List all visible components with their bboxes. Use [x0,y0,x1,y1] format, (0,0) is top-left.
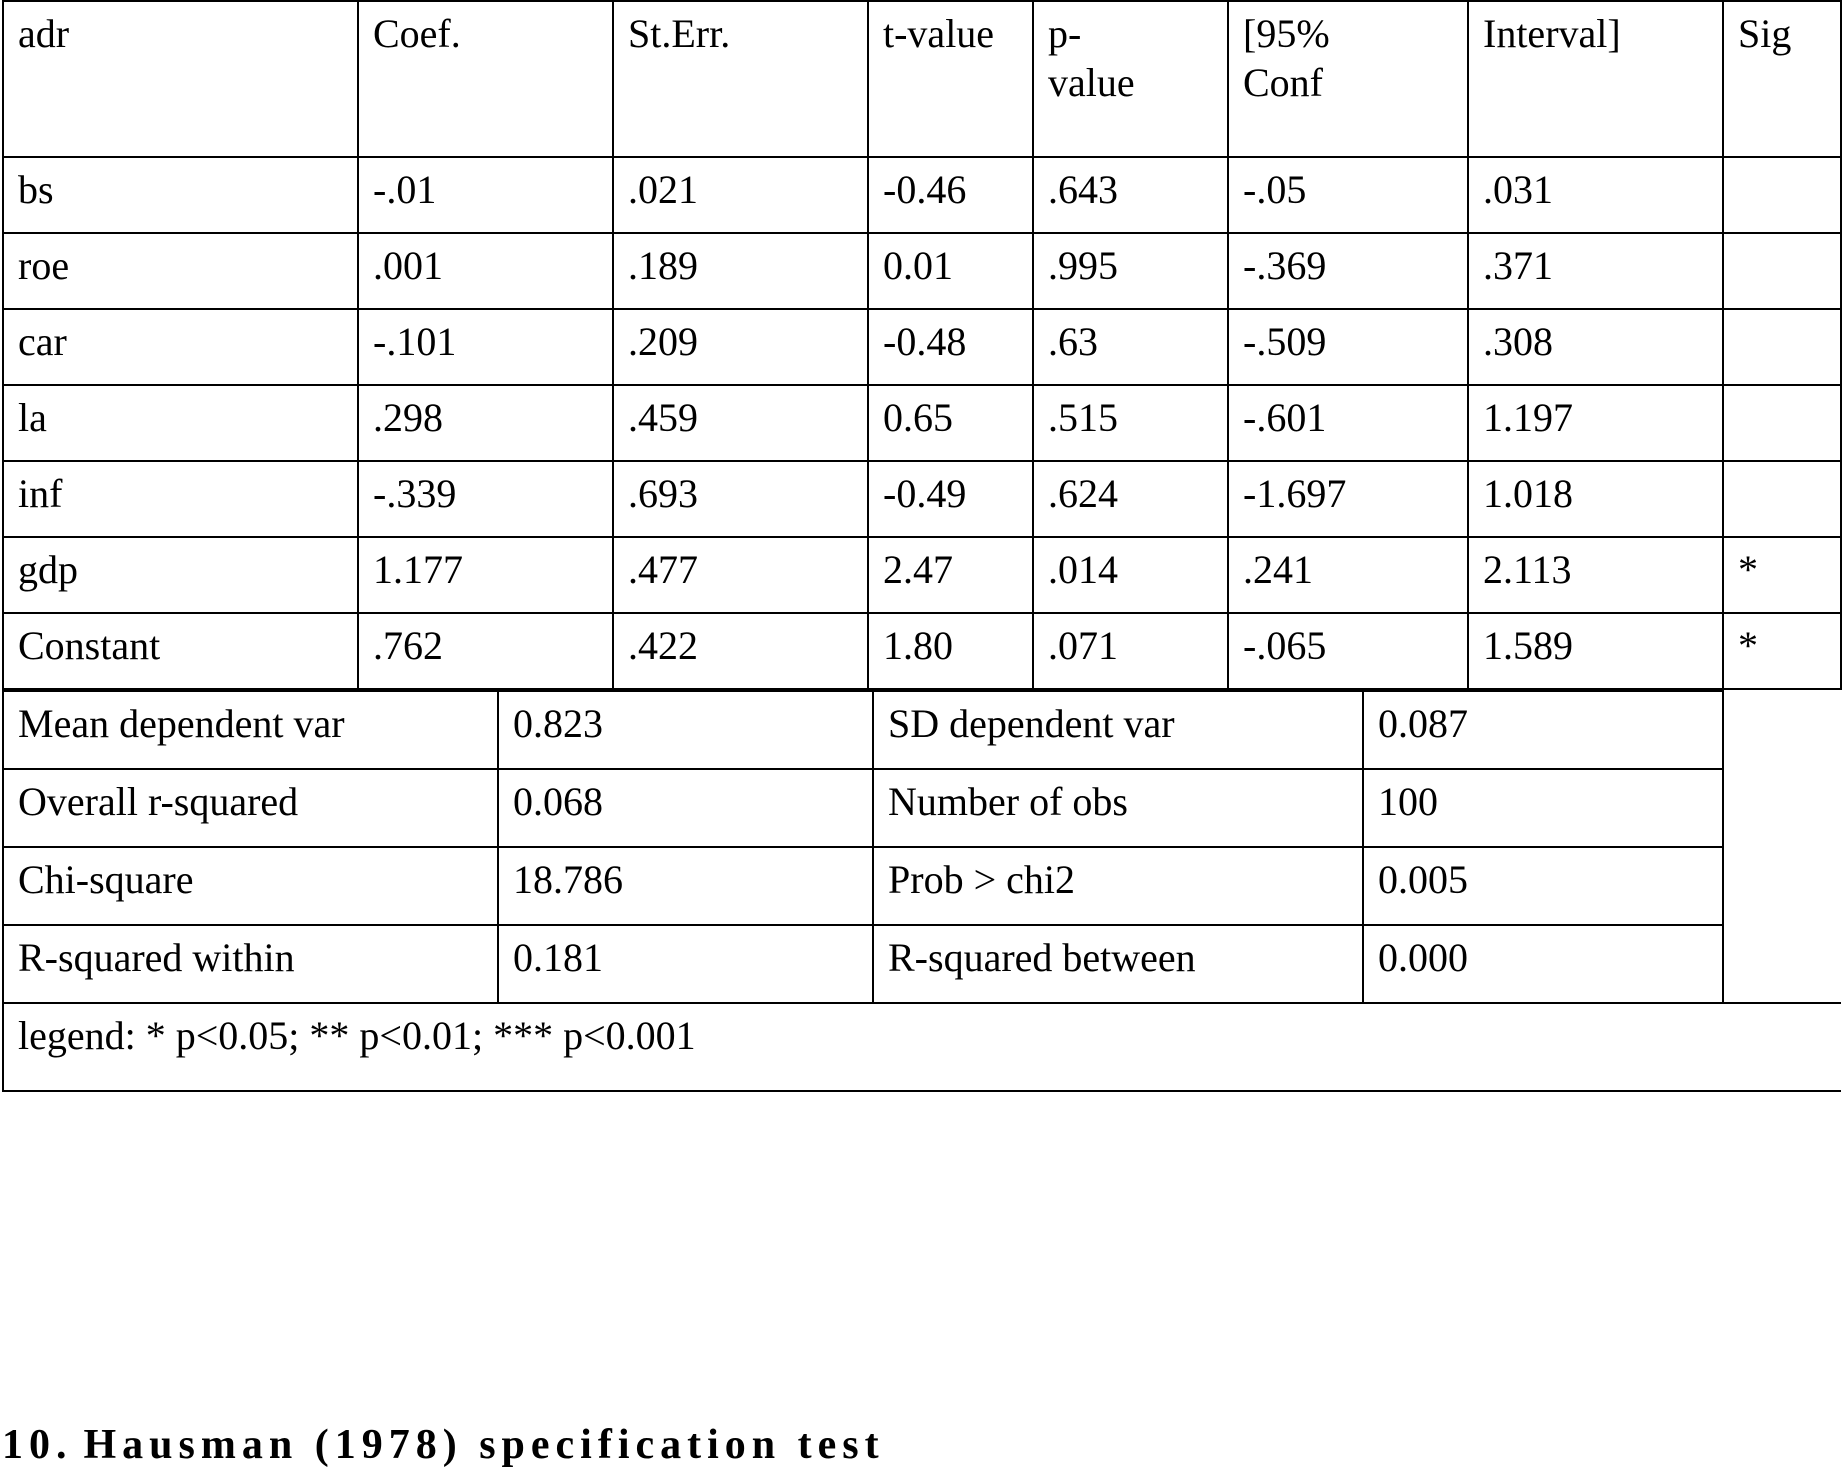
cell-pvalue: .624 [1033,461,1228,537]
summary-value-left: 0.181 [498,925,873,1003]
legend-row [3,1003,1841,1091]
cell-sig [1723,461,1841,537]
cell-conf-low: .241 [1228,537,1468,613]
column-header-tvalue-label: t-value [883,11,995,56]
cell-sterr: .189 [613,233,868,309]
table-row [3,537,1841,613]
summary-value-right: 0.005 [1363,847,1723,925]
cell-variable: bs [3,157,358,233]
cell-conf-high: 1.589 [1468,613,1723,689]
cell-sterr: .422 [613,613,868,689]
cell-sterr: .693 [613,461,868,537]
table-header-row [3,1,1841,157]
column-header-variable-label: adr [18,11,70,56]
cell-sterr: .459 [613,385,868,461]
cell-conf-high: 2.113 [1468,537,1723,613]
cell-sig: * [1723,537,1841,613]
summary-value-right: 0.087 [1363,691,1723,769]
table-row [3,461,1841,537]
cell-sig [1723,233,1841,309]
cell-tvalue: -0.48 [868,309,1033,385]
cell-tvalue: 0.65 [868,385,1033,461]
cell-conf-low: -.369 [1228,233,1468,309]
summary-value-right: 100 [1363,769,1723,847]
summary-label-right: R-squared between [873,925,1363,1003]
regression-results-table [2,0,1842,690]
column-header-coef [358,1,613,157]
column-header-sig-label: Sig [1738,11,1792,56]
table-row [3,309,1841,385]
cell-variable: roe [3,233,358,309]
summary-label-right: Prob > chi2 [873,847,1363,925]
section-heading-text: Hausman (1978) specification test [83,1422,885,1468]
summary-label-left: Overall r-squared [3,769,498,847]
cell-conf-low: -.601 [1228,385,1468,461]
section-heading-number: 10. [2,1422,73,1468]
cell-coef: -.339 [358,461,613,537]
cell-sterr: .477 [613,537,868,613]
cell-tvalue: 2.47 [868,537,1033,613]
column-header-sig [1723,1,1841,157]
cell-variable: inf [3,461,358,537]
cell-conf-low: -.065 [1228,613,1468,689]
summary-spacer [1723,769,1841,847]
summary-row [3,769,1841,847]
cell-sig [1723,385,1841,461]
cell-sterr: .021 [613,157,868,233]
cell-tvalue: 0.01 [868,233,1033,309]
cell-tvalue: 1.80 [868,613,1033,689]
summary-row [3,691,1841,769]
summary-spacer [1723,691,1841,769]
cell-conf-high: 1.197 [1468,385,1723,461]
cell-pvalue: .515 [1033,385,1228,461]
summary-spacer [1723,847,1841,925]
summary-label-left: Mean dependent var [3,691,498,769]
cell-coef: -.101 [358,309,613,385]
table-row [3,385,1841,461]
section-heading [2,1421,885,1469]
table-row [3,157,1841,233]
cell-coef: .762 [358,613,613,689]
cell-coef: 1.177 [358,537,613,613]
cell-sig [1723,157,1841,233]
cell-conf-high: .308 [1468,309,1723,385]
summary-row [3,847,1841,925]
cell-pvalue: .071 [1033,613,1228,689]
summary-value-left: 18.786 [498,847,873,925]
summary-label-right: SD dependent var [873,691,1363,769]
cell-tvalue: -0.46 [868,157,1033,233]
cell-pvalue: .995 [1033,233,1228,309]
summary-label-right: Number of obs [873,769,1363,847]
cell-coef: -.01 [358,157,613,233]
cell-pvalue: .63 [1033,309,1228,385]
cell-conf-low: -.05 [1228,157,1468,233]
column-header-sterr-label: St.Err. [628,11,731,56]
column-header-coef-label: Coef. [373,11,461,56]
cell-variable: car [3,309,358,385]
column-header-conf-high-label: Interval] [1483,11,1621,56]
column-header-sterr [613,1,868,157]
column-header-variable [3,1,358,157]
cell-coef: .298 [358,385,613,461]
cell-conf-high: .371 [1468,233,1723,309]
significance-legend: legend: * p<0.05; ** p<0.01; *** p<0.001 [3,1003,1841,1091]
cell-conf-high: .031 [1468,157,1723,233]
summary-value-right: 0.000 [1363,925,1723,1003]
cell-sterr: .209 [613,309,868,385]
model-summary-table [2,690,1841,1092]
table-row [3,613,1841,689]
cell-sig: * [1723,613,1841,689]
cell-tvalue: -0.49 [868,461,1033,537]
cell-conf-low: -1.697 [1228,461,1468,537]
column-header-conf-low [1228,1,1468,157]
cell-sig [1723,309,1841,385]
column-header-conf-low-label: [95% Conf [1243,11,1330,105]
column-header-tvalue [868,1,1033,157]
cell-variable: gdp [3,537,358,613]
summary-value-left: 0.068 [498,769,873,847]
table-row [3,233,1841,309]
cell-coef: .001 [358,233,613,309]
summary-row [3,925,1841,1003]
summary-spacer [1723,925,1841,1003]
cell-conf-low: -.509 [1228,309,1468,385]
column-header-pvalue-label: p-value [1048,11,1135,105]
cell-conf-high: 1.018 [1468,461,1723,537]
summary-label-left: R-squared within [3,925,498,1003]
summary-value-left: 0.823 [498,691,873,769]
column-header-conf-high [1468,1,1723,157]
cell-variable: Constant [3,613,358,689]
column-header-pvalue [1033,1,1228,157]
cell-pvalue: .014 [1033,537,1228,613]
summary-label-left: Chi-square [3,847,498,925]
cell-variable: la [3,385,358,461]
cell-pvalue: .643 [1033,157,1228,233]
